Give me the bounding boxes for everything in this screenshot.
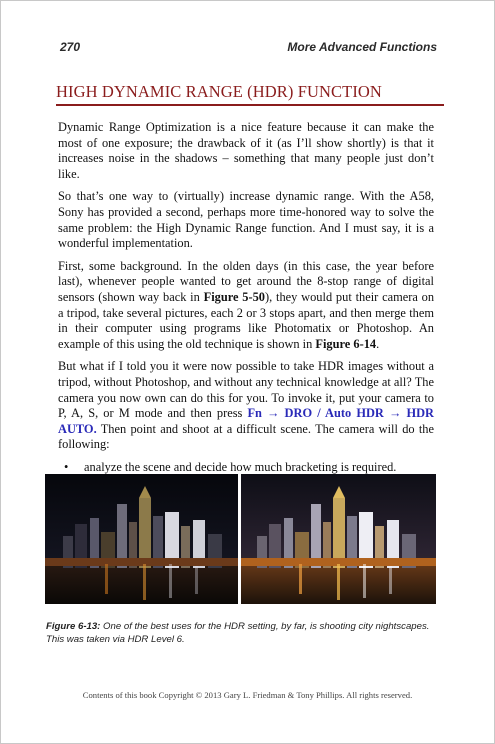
figure-reference: Figure 6-14 bbox=[315, 336, 377, 351]
paragraph-4 bbox=[58, 359, 434, 453]
paragraph-3-text: . bbox=[376, 336, 380, 351]
paragraph-3-text: ), they would put their camera on a tripod, take several pictures, each 2 or 3 stops apart, and then merge them in their computer using programs like Photomatix or Photoshop. An example of this using the old technique is shown in bbox=[58, 289, 435, 351]
paragraph-1: Dynamic Range Optimization is a nice feature because it can make the most of one exposure; the drawback of it (as I’ll show shortly) is that it increases noise in the shadows – something that many people just don’t like. bbox=[58, 120, 434, 181]
menu-path: Fn → DRO / Auto HDR → HDR AUTO. bbox=[58, 406, 434, 436]
figure-caption-text: One of the best uses for the HDR setting, by far, is shooting city nightscapes. This was taken via HDR Level 6. bbox=[46, 621, 430, 645]
running-title: More Advanced Functions bbox=[287, 40, 437, 54]
page-number: 270 bbox=[60, 40, 81, 54]
figure-reference: Figure 5-50 bbox=[203, 289, 266, 304]
figure-label: Figure 6-13: bbox=[46, 621, 101, 632]
bullet-dot: • bbox=[64, 459, 69, 474]
section-title: HIGH DYNAMIC RANGE (HDR) FUNCTION bbox=[56, 82, 382, 101]
paragraph-4-text: Then point and shoot at a difficult scene. The camera will do the following: bbox=[58, 421, 434, 452]
photo-nightscape-left bbox=[45, 474, 238, 604]
copyright-footer: Contents of this book Copyright © 2013 Gary L. Friedman & Tony Phillips. All rights reserved. bbox=[82, 690, 413, 700]
page-header bbox=[60, 40, 437, 60]
paragraph-3-text: First, some background. In the olden days (in this case, the year before last), whenever people wanted to get around the 8-stop range of digital sensors (shown way back in bbox=[58, 258, 434, 304]
bullet-text: analyze the scene and decide how much bracketing is required. bbox=[84, 459, 397, 474]
body-text bbox=[58, 120, 434, 475]
paragraph-4-text: But what if I told you it were now possible to take HDR images without a tripod, without Photoshop, and without any technical knowledge at all? The camera you now own can do this for you. To invoke it, put your camera to P, A, S, or M mode and then press bbox=[58, 359, 434, 421]
photo-nightscape-right bbox=[241, 474, 436, 604]
paragraph-3 bbox=[58, 259, 434, 353]
title-underline bbox=[56, 104, 444, 106]
figure-caption bbox=[46, 620, 438, 646]
paragraph-2: So that’s one way to (virtually) increase dynamic range. With the A58, Sony has provided a second, perhaps more time-honored way to solve the same problem: the High Dynamic Range function. And I must say, it is a wonderful implementation. bbox=[58, 189, 434, 251]
